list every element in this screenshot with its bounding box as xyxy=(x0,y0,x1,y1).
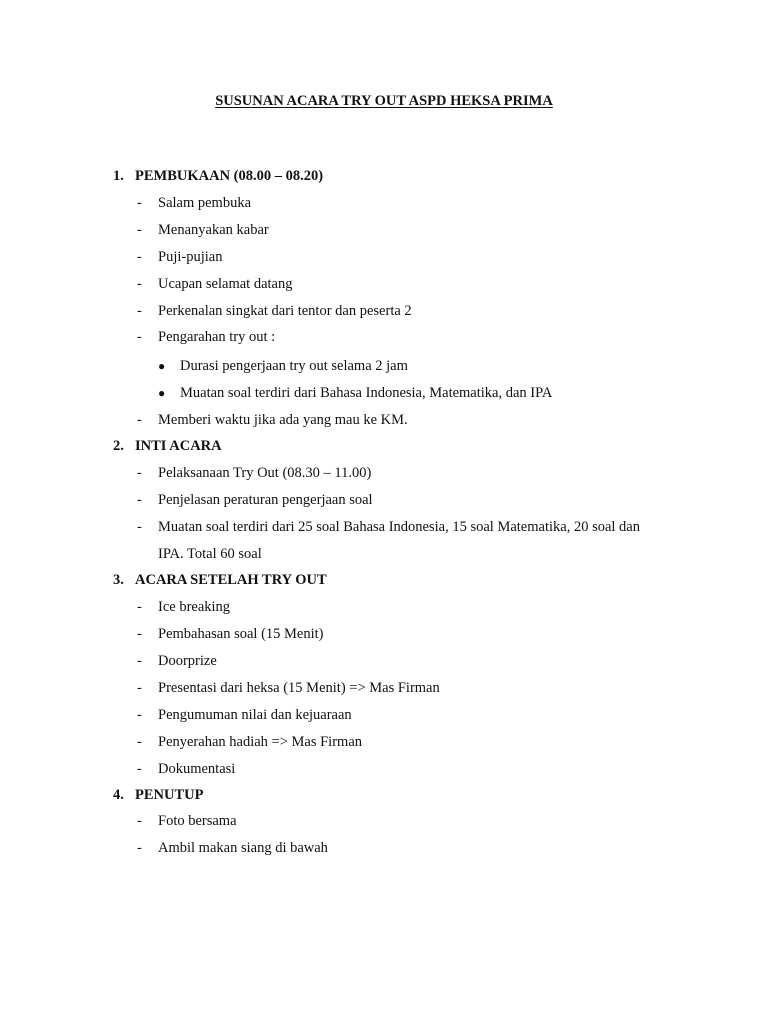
bullet-item-text: Durasi pengerjaan try out selama 2 jam xyxy=(180,358,408,374)
list-item-text: Muatan soal terdiri dari 25 soal Bahasa Indonesia, 15 soal Matematika, 20 soal dan xyxy=(158,519,640,535)
list-item-text: Doorprize xyxy=(158,653,217,669)
list-item-text: Foto bersama xyxy=(158,813,237,829)
list-item-text: Ice breaking xyxy=(158,599,231,615)
dash-marker: - xyxy=(137,653,142,669)
list-item-text: Penyerahan hadiah => Mas Firman xyxy=(158,734,362,750)
list-item-text: Perkenalan singkat dari tentor dan peserta 2 xyxy=(158,303,412,319)
section-number: 2. xyxy=(113,438,124,454)
dash-marker: - xyxy=(137,599,142,615)
list-item-text: Puji-pujian xyxy=(158,249,223,265)
dash-marker: - xyxy=(137,195,142,211)
list-item-text: Salam pembuka xyxy=(158,195,252,211)
list-item-text: IPA. Total 60 soal xyxy=(158,546,262,562)
dash-marker: - xyxy=(137,840,142,856)
list-item-text: Pengarahan try out : xyxy=(158,329,276,345)
list-item-text: Ucapan selamat datang xyxy=(158,276,293,292)
dash-marker: - xyxy=(137,519,142,535)
section-title: PENUTUP xyxy=(135,787,204,803)
dash-marker: - xyxy=(137,465,142,481)
dash-marker: - xyxy=(137,734,142,750)
dash-marker: - xyxy=(137,412,142,428)
dash-marker: - xyxy=(137,303,142,319)
dash-marker: - xyxy=(137,249,142,265)
list-item-text: Penjelasan peraturan pengerjaan soal xyxy=(158,492,373,508)
list-item-text: Pelaksanaan Try Out (08.30 – 11.00) xyxy=(158,465,372,481)
bullet-icon: ● xyxy=(158,359,166,373)
dash-marker: - xyxy=(137,761,142,777)
list-item-text: Dokumentasi xyxy=(158,761,236,777)
dash-marker: - xyxy=(137,626,142,642)
dash-marker: - xyxy=(137,492,142,508)
list-item-text: Ambil makan siang di bawah xyxy=(158,840,328,856)
section-title: INTI ACARA xyxy=(135,438,222,454)
dash-marker: - xyxy=(137,276,142,292)
dash-marker: - xyxy=(137,680,142,696)
section-number: 1. xyxy=(113,168,124,184)
list-item-text: Memberi waktu jika ada yang mau ke KM. xyxy=(158,412,408,428)
list-item-text: Presentasi dari heksa (15 Menit) => Mas Firman xyxy=(158,680,440,696)
list-item-text: Pengumuman nilai dan kejuaraan xyxy=(158,707,352,723)
dash-marker: - xyxy=(137,222,142,238)
bullet-item-text: Muatan soal terdiri dari Bahasa Indonesia, Matematika, dan IPA xyxy=(180,385,553,401)
section-title: PEMBUKAAN (08.00 – 08.20) xyxy=(135,168,324,184)
document-title xyxy=(0,93,768,110)
section-number: 3. xyxy=(113,572,124,588)
list-item-text: Menanyakan kabar xyxy=(158,222,269,238)
list-item-text: Pembahasan soal (15 Menit) xyxy=(158,626,324,642)
dash-marker: - xyxy=(137,707,142,723)
dash-marker: - xyxy=(137,813,142,829)
section-number: 4. xyxy=(113,787,124,803)
section-title: ACARA SETELAH TRY OUT xyxy=(135,572,327,588)
dash-marker: - xyxy=(137,329,142,345)
document-title-text: SUSUNAN ACARA TRY OUT ASPD HEKSA PRIMA xyxy=(215,93,553,109)
bullet-icon: ● xyxy=(158,386,166,400)
